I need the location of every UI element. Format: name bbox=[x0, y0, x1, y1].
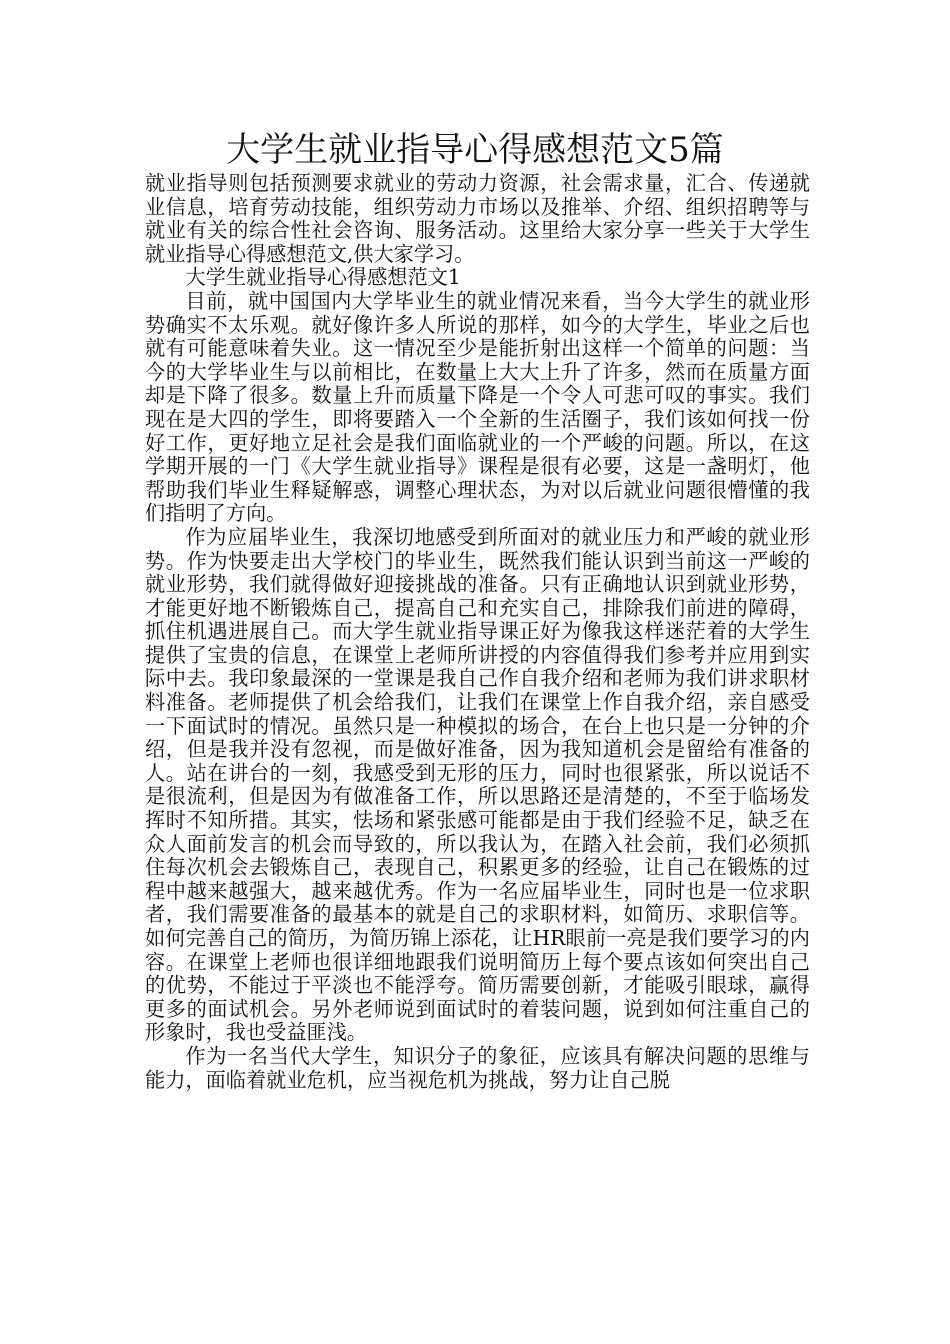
body-paragraph-1: 目前，就中国国内大学毕业生的就业情况来看，当今大学生的就业形势确实不太乐观。就好像许多人所说的那样，如今的大学生，毕业之后也就有可能意味着失业。这一情况至少是能折射出这样一个简单的问题：当今的大学毕业生与以前相比，在数量上大大上升了许多，然而在质量方面却是下降了很多。数量上升而质量下降是一个令人可悲可叹的事实。我们现在是大四的学生，即将要踏入一个全新的生活圈子，我们该如何找一份好工作，更好地立足社会是我们面临就业的一个严峻的问题。所以，在这学期开展的一门《大学生就业指导》课程是很有必要，这是一盏明灯，他帮助我们毕业生释疑解惑，调整心理状态，为对以后就业问题很懵懂的我们指明了方向。 bbox=[145, 288, 810, 526]
body-paragraph-3: 作为一名当代大学生，知识分子的象征，应该具有解决问题的思维与能力，面临着就业危机，应当视危机为挑战，努力让自己脱 bbox=[145, 1043, 810, 1092]
document-body bbox=[145, 172, 810, 1092]
section-heading: 大学生就业指导心得感想范文1 bbox=[185, 265, 461, 290]
intro-paragraph: 就业指导则包括预测要求就业的劳动力资源，社会需求量，汇合、传递就业信息，培育劳动技能，组织劳动力市场以及推举、介绍、组织招聘等与就业有关的综合性社会咨询、服务活动。这里给大家分享一些关于大学生就业指导心得感想范文,供大家学习。 bbox=[145, 171, 810, 266]
document-title: 大学生就业指导心得感想范文5篇 bbox=[226, 130, 724, 170]
body-paragraph-2: 作为应届毕业生，我深切地感受到所面对的就业压力和严峻的就业形势。作为快要走出大学校门的毕业生，既然我们能认识到当前这一严峻的就业形势，我们就得做好迎接挑战的准备。只有正确地认识到就业形势，才能更好地不断锻炼自己，提高自己和充实自己，排除我们前进的障碍，抓住机遇进展自己。而大学生就业指导课正好为像我这样迷茫着的大学生提供了宝贵的信息，在课堂上老师所讲授的内容值得我们参考并应用到实际中去。我印象最深的一堂课是我自己作自我介绍和老师为我们讲求职材料准备。老师提供了机会给我们，让我们在课堂上作自我介绍，亲自感受一下面试时的情况。虽然只是一种模拟的场合，在台上也只是一分钟的介绍，但是我并没有忽视，而是做好准备，因为我知道机会是留给有准备的人。站在讲台的一刻，我感受到无形的压力，同时也很紧张，所以说话不是很流利，但是因为有做准备工作，所以思路还是清楚的，不至于临场发挥时不知所措。其实，怯场和紧张感可能都是由于我们经验不足，缺乏在众人面前发言的机会而导致的，所以我认为，在踏入社会前，我们必须抓住每次机会去锻炼自己，表现自己，积累更多的经验，让自己在锻炼的过程中越来越强大，越来越优秀。作为一名应届毕业生，同时也是一位求职者，我们需要准备的最基本的就是自己的求职材料，如简历、求职信等。如何完善自己的简历，为简历锦上添花，让HR眼前一亮是我们要学习的内容。在课堂上老师也很详细地跟我们说明简历上每个要点该如何突出自己的优势，不能过于平淡也不能浮夸。简历需要创新，才能吸引眼球，赢得更多的面试机会。另外老师说到面试时的着装问题，说到如何注重自己的形象时，我也受益匪浅。 bbox=[145, 524, 810, 1045]
